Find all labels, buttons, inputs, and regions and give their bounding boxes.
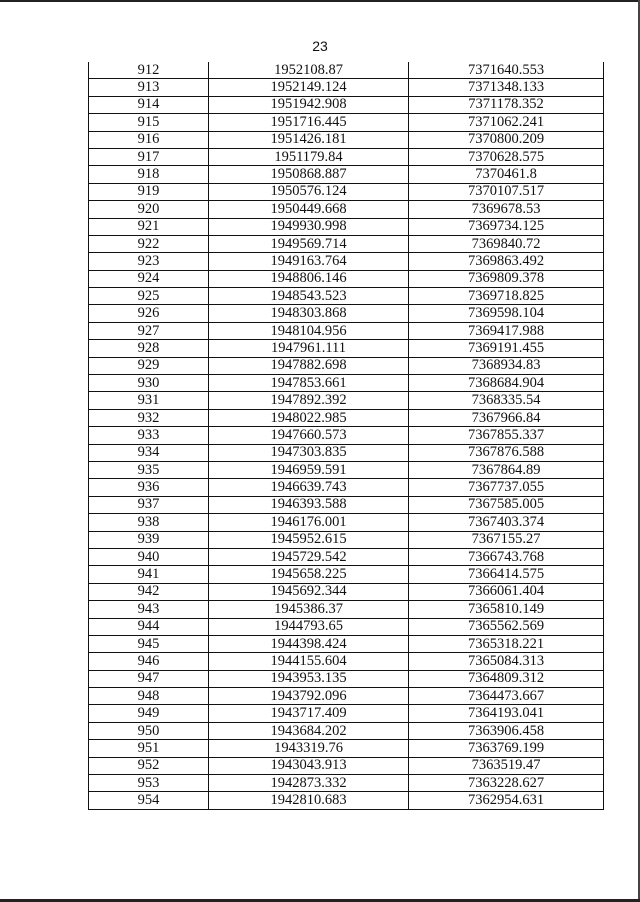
y-coordinate-cell: 7363519.47 [409,757,604,774]
y-coordinate-cell: 7369863.492 [409,253,604,270]
y-coordinate-cell: 7363228.627 [409,775,604,792]
point-number-cell: 948 [89,688,209,705]
x-coordinate-cell: 1947660.573 [209,427,409,444]
table-row [89,62,604,79]
x-coordinate-cell: 1943792.096 [209,688,409,705]
table-row [89,688,604,705]
table-row [89,514,604,531]
point-number-cell: 937 [89,496,209,513]
table-row [89,722,604,739]
table-row [89,392,604,409]
x-coordinate-cell: 1943684.202 [209,722,409,739]
point-number-cell: 917 [89,148,209,165]
point-number-cell: 954 [89,792,209,809]
y-coordinate-cell: 7366743.768 [409,548,604,565]
point-number-cell: 915 [89,114,209,131]
x-coordinate-cell: 1946959.591 [209,461,409,478]
y-coordinate-cell: 7369809.378 [409,270,604,287]
x-coordinate-cell: 1946393.588 [209,496,409,513]
y-coordinate-cell: 7369734.125 [409,218,604,235]
table-row [89,705,604,722]
y-coordinate-cell: 7371640.553 [409,62,604,79]
table-row [89,583,604,600]
point-number-cell: 933 [89,427,209,444]
table-row [89,618,604,635]
table-row [89,375,604,392]
y-coordinate-cell: 7368934.83 [409,357,604,374]
y-coordinate-cell: 7365562.569 [409,618,604,635]
x-coordinate-cell: 1948022.985 [209,409,409,426]
page-top-edge [0,0,640,2]
point-number-cell: 944 [89,618,209,635]
table-row [89,148,604,165]
table-row [89,305,604,322]
y-coordinate-cell: 7365084.313 [409,653,604,670]
x-coordinate-cell: 1949163.764 [209,253,409,270]
table-row [89,496,604,513]
point-number-cell: 919 [89,183,209,200]
table-row [89,566,604,583]
table-row [89,444,604,461]
y-coordinate-cell: 7367864.89 [409,461,604,478]
x-coordinate-cell: 1947853.661 [209,375,409,392]
y-coordinate-cell: 7369598.104 [409,305,604,322]
x-coordinate-cell: 1943717.409 [209,705,409,722]
x-coordinate-cell: 1948104.956 [209,322,409,339]
y-coordinate-cell: 7367155.27 [409,531,604,548]
point-number-cell: 924 [89,270,209,287]
table-row [89,461,604,478]
x-coordinate-cell: 1945692.344 [209,583,409,600]
point-number-cell: 941 [89,566,209,583]
table-row [89,218,604,235]
table-row [89,635,604,652]
y-coordinate-cell: 7364473.667 [409,688,604,705]
point-number-cell: 913 [89,79,209,96]
y-coordinate-cell: 7363906.458 [409,722,604,739]
y-coordinate-cell: 7365318.221 [409,635,604,652]
point-number-cell: 942 [89,583,209,600]
point-number-cell: 930 [89,375,209,392]
x-coordinate-cell: 1948303.868 [209,305,409,322]
x-coordinate-cell: 1947303.835 [209,444,409,461]
point-number-cell: 947 [89,670,209,687]
x-coordinate-cell: 1947892.392 [209,392,409,409]
y-coordinate-cell: 7365810.149 [409,601,604,618]
x-coordinate-cell: 1945729.542 [209,548,409,565]
x-coordinate-cell: 1946639.743 [209,479,409,496]
y-coordinate-cell: 7369718.825 [409,288,604,305]
x-coordinate-cell: 1942873.332 [209,775,409,792]
x-coordinate-cell: 1950449.668 [209,201,409,218]
y-coordinate-cell: 7362954.631 [409,792,604,809]
point-number-cell: 912 [89,62,209,79]
x-coordinate-cell: 1952149.124 [209,79,409,96]
point-number-cell: 931 [89,392,209,409]
point-number-cell: 922 [89,235,209,252]
point-number-cell: 939 [89,531,209,548]
y-coordinate-cell: 7366061.404 [409,583,604,600]
table-row [89,79,604,96]
point-number-cell: 921 [89,218,209,235]
coordinates-table [88,62,604,810]
table-row [89,235,604,252]
y-coordinate-cell: 7366414.575 [409,566,604,583]
point-number-cell: 938 [89,514,209,531]
x-coordinate-cell: 1951716.445 [209,114,409,131]
table-row [89,270,604,287]
y-coordinate-cell: 7368684.904 [409,375,604,392]
y-coordinate-cell: 7367876.588 [409,444,604,461]
table-row [89,131,604,148]
table-row [89,96,604,113]
point-number-cell: 914 [89,96,209,113]
y-coordinate-cell: 7363769.199 [409,740,604,757]
y-coordinate-cell: 7369840.72 [409,235,604,252]
point-number-cell: 943 [89,601,209,618]
x-coordinate-cell: 1951942.908 [209,96,409,113]
x-coordinate-cell: 1951179.84 [209,148,409,165]
table-row [89,201,604,218]
y-coordinate-cell: 7370800.209 [409,131,604,148]
point-number-cell: 916 [89,131,209,148]
x-coordinate-cell: 1949930.998 [209,218,409,235]
point-number-cell: 918 [89,166,209,183]
coordinates-table-body [89,62,604,809]
point-number-cell: 935 [89,461,209,478]
table-row [89,288,604,305]
point-number-cell: 920 [89,201,209,218]
table-row [89,548,604,565]
x-coordinate-cell: 1950576.124 [209,183,409,200]
table-row [89,340,604,357]
point-number-cell: 936 [89,479,209,496]
point-number-cell: 945 [89,635,209,652]
y-coordinate-cell: 7364809.312 [409,670,604,687]
x-coordinate-cell: 1943953.135 [209,670,409,687]
y-coordinate-cell: 7370628.575 [409,148,604,165]
table-row [89,792,604,809]
point-number-cell: 927 [89,322,209,339]
table-row [89,670,604,687]
table-row [89,601,604,618]
y-coordinate-cell: 7369191.455 [409,340,604,357]
point-number-cell: 952 [89,757,209,774]
point-number-cell: 926 [89,305,209,322]
point-number-cell: 949 [89,705,209,722]
table-row [89,166,604,183]
x-coordinate-cell: 1948806.146 [209,270,409,287]
x-coordinate-cell: 1947961.111 [209,340,409,357]
y-coordinate-cell: 7367403.374 [409,514,604,531]
point-number-cell: 928 [89,340,209,357]
x-coordinate-cell: 1942810.683 [209,792,409,809]
point-number-cell: 925 [89,288,209,305]
y-coordinate-cell: 7371062.241 [409,114,604,131]
table-row [89,427,604,444]
x-coordinate-cell: 1944155.604 [209,653,409,670]
table-row [89,740,604,757]
x-coordinate-cell: 1952108.87 [209,62,409,79]
point-number-cell: 951 [89,740,209,757]
table-row [89,757,604,774]
point-number-cell: 934 [89,444,209,461]
table-row [89,322,604,339]
point-number-cell: 953 [89,775,209,792]
x-coordinate-cell: 1951426.181 [209,131,409,148]
x-coordinate-cell: 1948543.523 [209,288,409,305]
x-coordinate-cell: 1945386.37 [209,601,409,618]
y-coordinate-cell: 7367855.337 [409,427,604,444]
x-coordinate-cell: 1949569.714 [209,235,409,252]
point-number-cell: 940 [89,548,209,565]
y-coordinate-cell: 7369417.988 [409,322,604,339]
table-row [89,653,604,670]
x-coordinate-cell: 1943043.913 [209,757,409,774]
table-row [89,775,604,792]
point-number-cell: 950 [89,722,209,739]
y-coordinate-cell: 7368335.54 [409,392,604,409]
x-coordinate-cell: 1946176.001 [209,514,409,531]
x-coordinate-cell: 1945658.225 [209,566,409,583]
x-coordinate-cell: 1945952.615 [209,531,409,548]
table-row [89,479,604,496]
table-row [89,409,604,426]
point-number-cell: 923 [89,253,209,270]
y-coordinate-cell: 7371348.133 [409,79,604,96]
x-coordinate-cell: 1950868.887 [209,166,409,183]
table-row [89,357,604,374]
x-coordinate-cell: 1944793.65 [209,618,409,635]
table-row [89,253,604,270]
x-coordinate-cell: 1944398.424 [209,635,409,652]
table-row [89,183,604,200]
y-coordinate-cell: 7369678.53 [409,201,604,218]
y-coordinate-cell: 7364193.041 [409,705,604,722]
point-number-cell: 946 [89,653,209,670]
table-row [89,531,604,548]
y-coordinate-cell: 7367585.005 [409,496,604,513]
y-coordinate-cell: 7370461.8 [409,166,604,183]
x-coordinate-cell: 1947882.698 [209,357,409,374]
point-number-cell: 929 [89,357,209,374]
y-coordinate-cell: 7371178.352 [409,96,604,113]
point-number-cell: 932 [89,409,209,426]
x-coordinate-cell: 1943319.76 [209,740,409,757]
table-row [89,114,604,131]
y-coordinate-cell: 7367966.84 [409,409,604,426]
y-coordinate-cell: 7367737.055 [409,479,604,496]
y-coordinate-cell: 7370107.517 [409,183,604,200]
page-number: 23 [312,38,328,54]
